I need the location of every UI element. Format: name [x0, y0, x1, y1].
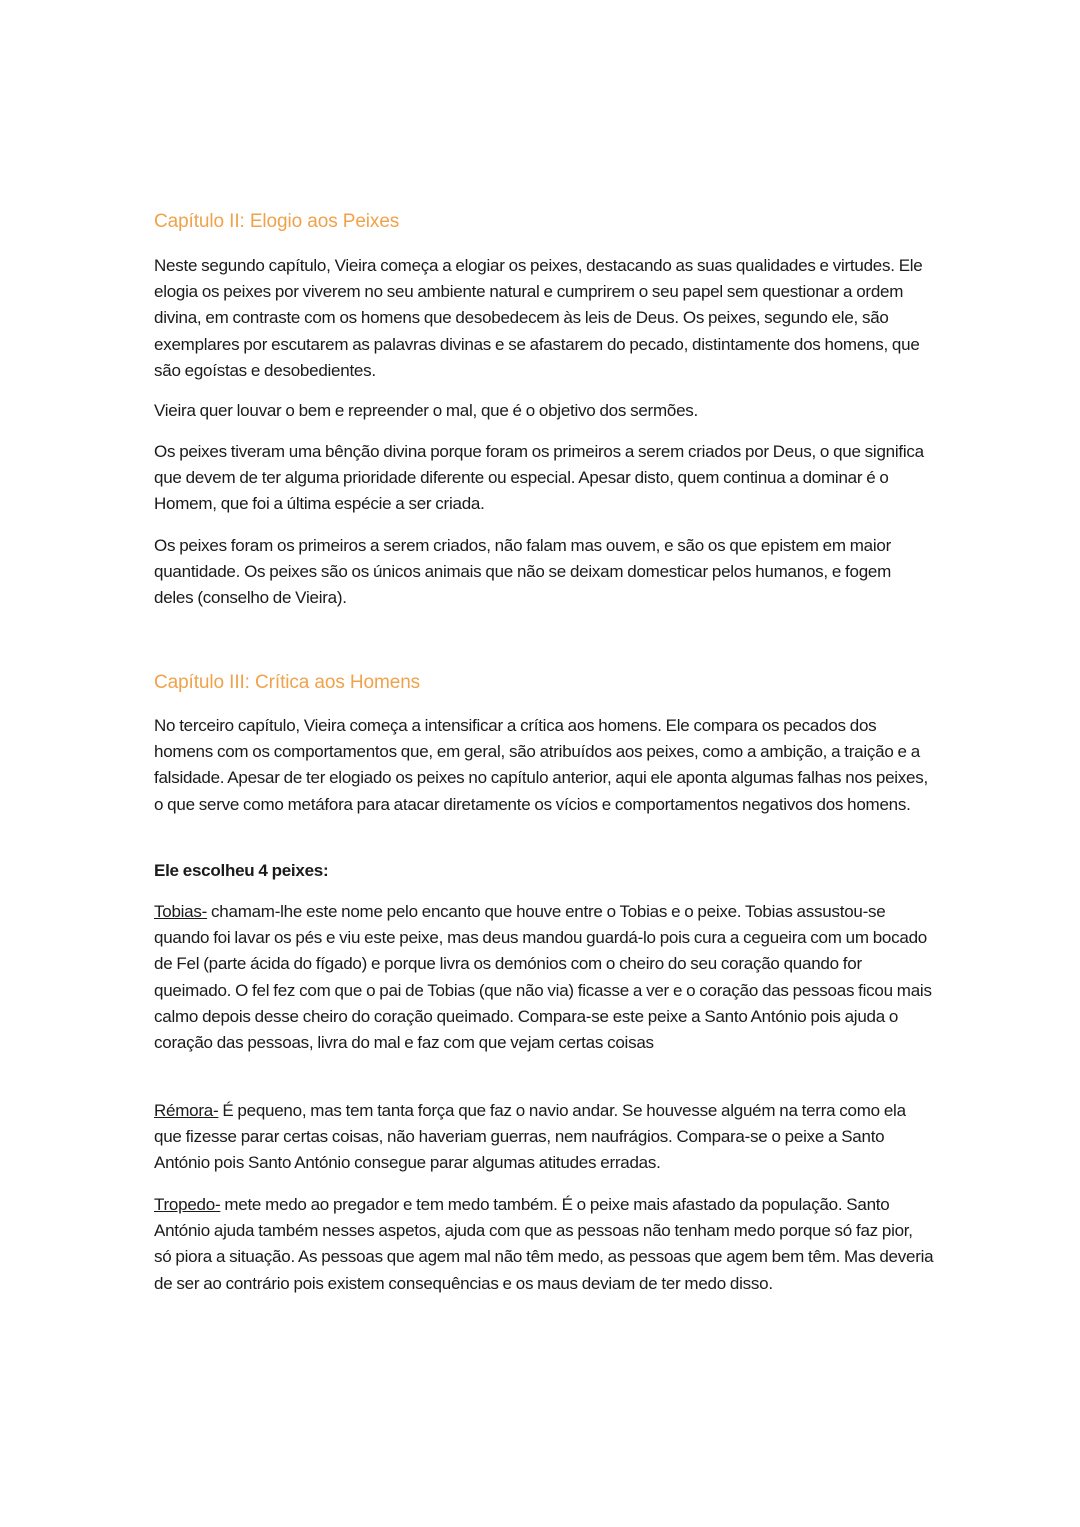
fish-entry-tobias [154, 899, 934, 1056]
fish-entry-tropedo [154, 1192, 934, 1297]
fish-description: mete medo ao pregador e tem medo também. É o peixe mais afastado da população. Santo António ajuda também nesses aspetos, ajuda com que as pessoas não tenham medo porque só faz pior, só piora a situação. As pessoas que agem mal não têm medo, as pessoas que agem bem têm. Mas deveria de ser ao contrário pois existem consequências e os maus deviam de ter medo disso. [154, 1195, 934, 1293]
fish-name: Tobias- [154, 902, 208, 921]
chapter-3-intro: No terceiro capítulo, Vieira começa a intensificar a crítica aos homens. Ele compara os pecados dos homens com os comportamentos que, em geral, são atribuídos aos peixes, como a ambição, a traição e a falsidade. Apesar de ter elogiado os peixes no capítulo anterior, aqui ele aponta algumas falhas nos peixes, o que serve como metáfora para atacar diretamente os vícios e comportamentos negativos dos homens. [154, 716, 928, 814]
fish-entry-remora [154, 1098, 934, 1177]
fish-name: Rémora- [154, 1101, 219, 1120]
fish-description: É pequeno, mas tem tanta força que faz o navio andar. Se houvesse alguém na terra como ela que fizesse parar certas coisas, não haveriam guerras, nem naufrágios. Compara-se o peixe a Santo António pois Santo António consegue parar algumas atitudes erradas. [154, 1101, 906, 1173]
chapter-2-paragraph-3: Os peixes tiveram uma bênção divina porque foram os primeiros a serem criados por Deus, o que significa que devem de ter alguma prioridade diferente ou especial. Apesar disto, quem continua a dominar é o Homem, que foi a última espécie a ser criada. [154, 442, 924, 514]
chapter-2-paragraph-2: Vieira quer louvar o bem e repreender o mal, que é o objetivo dos sermões. [154, 401, 699, 420]
fish-list-subheading: Ele escolheu 4 peixes: [154, 861, 329, 880]
chapter-2-paragraph-4: Os peixes foram os primeiros a serem criados, não falam mas ouvem, e são os que epistem em maior quantidade. Os peixes são os únicos animais que não se deixam domesticar pelos humanos, e fogem deles (conselho de Vieira). [154, 536, 892, 608]
fish-name: Tropedo- [154, 1195, 221, 1214]
fish-description: chamam-lhe este nome pelo encanto que houve entre o Tobias e o peixe. Tobias assustou-se quando foi lavar os pés e viu este peixe, mas deus mandou guardá-lo pois cura a cegueira com um bocado de Fel (parte ácida do fígado) e porque livra os demónios com o cheiro do seu coração quando for queimado. O fel fez com que o pai de Tobias (que não via) ficasse a ver e o coração das pessoas ficou mais calmo depois desse cheiro do coração queimado. Compara-se este peixe a Santo António pois ajuda o coração das pessoas, livra do mal e faz com que vejam certas coisas [154, 902, 932, 1053]
chapter-3-heading: Capítulo III: Crítica aos Homens [154, 672, 421, 693]
chapter-2-paragraph-1: Neste segundo capítulo, Vieira começa a elogiar os peixes, destacando as suas qualidades e virtudes. Ele elogia os peixes por viverem no seu ambiente natural e cumprirem o seu papel sem questionar a ordem divina, em contraste com os homens que desobedecem às leis de Deus. Os peixes, segundo ele, são exemplares por escutarem as palavras divinas e se afastarem do pecado, distintamente dos homens, que são egoístas e desobedientes. [154, 256, 923, 380]
chapter-2-heading: Capítulo II: Elogio aos Peixes [154, 211, 400, 232]
